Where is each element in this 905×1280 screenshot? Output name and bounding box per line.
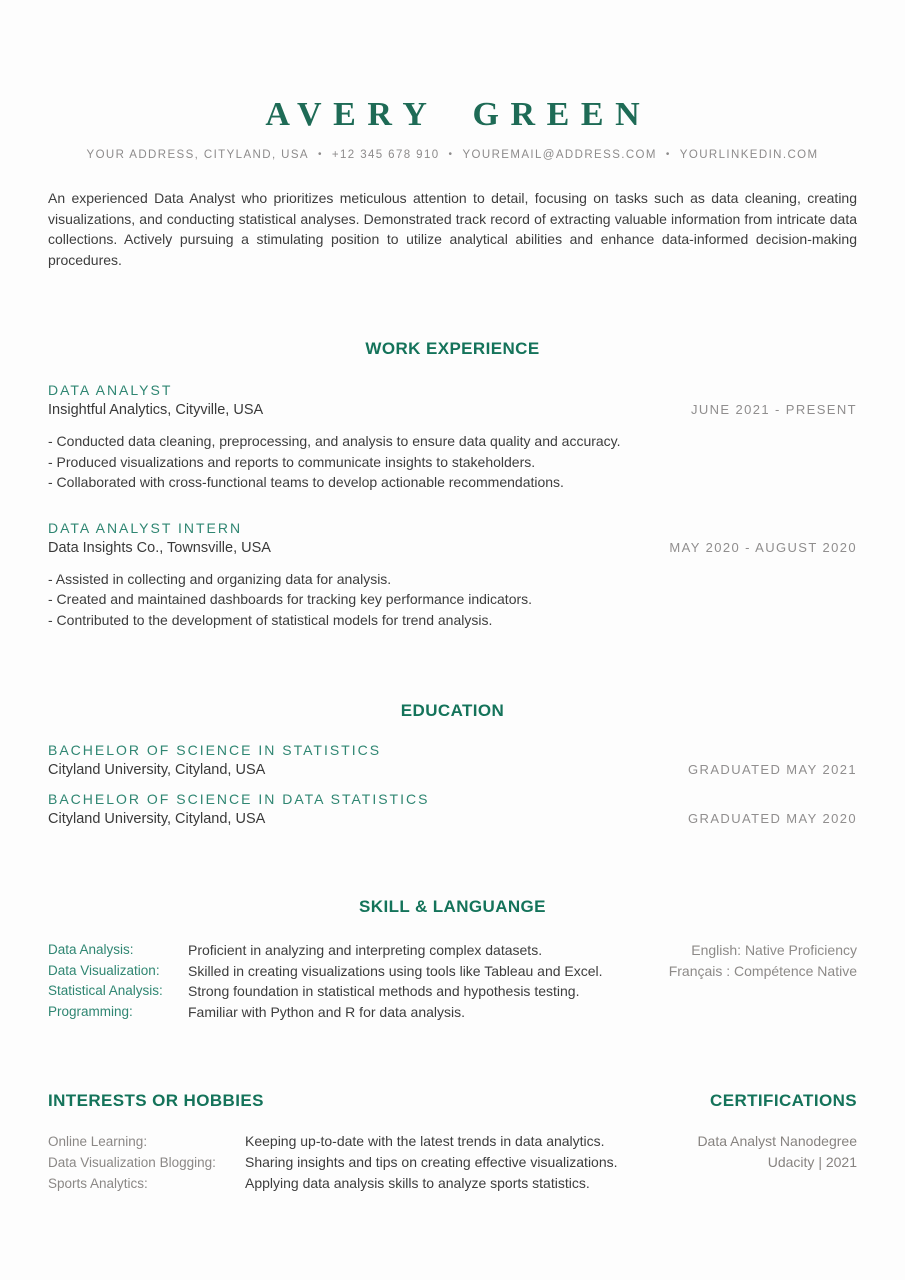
job-bullet: - Created and maintained dashboards for tracking key performance indicators. bbox=[48, 591, 533, 607]
skills-language-section bbox=[48, 897, 857, 1022]
professional-summary: An experienced Data Analyst who prioritizes meticulous attention to detail, focusing on tasks such as data cleaning, creating visualizations, and conducting statistical analyses. Demonstrated track record of extracting valuable information from intricate data collections. Actively pursuing a stimulating position to utilize analytical abilities and enhance data-informed decision-making procedures. bbox=[48, 190, 857, 268]
contact-linkedin: YOURLINKEDIN.COM bbox=[679, 149, 819, 161]
interest-row bbox=[48, 1173, 697, 1194]
degree-school: Cityland University, Cityland, USA bbox=[48, 811, 266, 827]
skill-label: Programming: bbox=[48, 1003, 133, 1019]
language-item: English: Native Proficiency bbox=[691, 942, 857, 958]
degree-title: BACHELOR OF SCIENCE IN DATA STATISTICS bbox=[48, 791, 430, 807]
skill-description: Familiar with Python and R for data analysis. bbox=[188, 1003, 466, 1020]
languages-list bbox=[669, 940, 857, 1022]
job-dates: MAY 2020 - AUGUST 2020 bbox=[669, 539, 857, 555]
skill-label: Data Visualization: bbox=[48, 962, 160, 978]
bullet-separator-icon: • bbox=[448, 149, 454, 160]
job-bullet: - Assisted in collecting and organizing data for analysis. bbox=[48, 570, 392, 587]
skill-row bbox=[48, 1002, 669, 1023]
certification-item: Udacity | 2021 bbox=[767, 1153, 857, 1170]
interest-description: Applying data analysis skills to analyze sports statistics. bbox=[245, 1175, 590, 1191]
job-company: Data Insights Co., Townsville, USA bbox=[48, 539, 271, 556]
skill-description: Proficient in analyzing and interpreting complex datasets. bbox=[188, 942, 543, 958]
degree-school: Cityland University, Cityland, USA bbox=[48, 762, 266, 778]
work-experience-section bbox=[48, 339, 857, 630]
certifications-column bbox=[697, 1091, 857, 1194]
interest-label: Sports Analytics: bbox=[48, 1176, 148, 1191]
candidate-name: AVERY GREEN bbox=[265, 96, 652, 133]
skills-list bbox=[48, 940, 669, 1022]
job-bullet: - Produced visualizations and reports to communicate insights to stakeholders. bbox=[48, 453, 536, 470]
bullet-separator-icon: • bbox=[317, 149, 323, 160]
degree-entry bbox=[48, 742, 857, 778]
bullet-separator-icon: • bbox=[665, 149, 671, 160]
interest-row bbox=[48, 1152, 697, 1173]
job-company: Insightful Analytics, Cityville, USA bbox=[48, 402, 264, 418]
skills-language-heading: SKILL & LANGUANGE bbox=[359, 897, 546, 916]
certifications-heading: CERTIFICATIONS bbox=[710, 1091, 857, 1110]
skill-row bbox=[48, 961, 669, 982]
interest-row bbox=[48, 1131, 697, 1152]
skill-label: Statistical Analysis: bbox=[48, 983, 163, 998]
job-bullet: - Conducted data cleaning, preprocessing, and analysis to ensure data quality and accuracy. bbox=[48, 433, 621, 449]
skill-label: Data Analysis: bbox=[48, 942, 134, 957]
skill-description: Strong foundation in statistical methods and hypothesis testing. bbox=[188, 983, 580, 999]
skill-row bbox=[48, 981, 669, 1002]
interests-heading: INTERESTS OR HOBBIES bbox=[48, 1091, 264, 1110]
education-section bbox=[48, 701, 857, 827]
degree-title: BACHELOR OF SCIENCE IN STATISTICS bbox=[48, 742, 382, 758]
work-experience-heading: WORK EXPERIENCE bbox=[365, 339, 540, 358]
certification-item: Data Analyst Nanodegree bbox=[697, 1133, 857, 1149]
contact-address: YOUR ADDRESS, CITYLAND, USA bbox=[86, 149, 309, 161]
degree-date: GRADUATED MAY 2021 bbox=[688, 762, 857, 777]
language-item: Français : Compétence Native bbox=[668, 962, 857, 979]
job-entry bbox=[48, 520, 857, 631]
job-bullet: - Contributed to the development of statistical models for trend analysis. bbox=[48, 611, 493, 628]
job-entry bbox=[48, 382, 857, 493]
contact-phone: +12 345 678 910 bbox=[331, 149, 440, 161]
contact-email: YOUREMAIL@ADDRESS.COM bbox=[462, 149, 657, 161]
job-bullets bbox=[48, 569, 857, 631]
skills-language-columns bbox=[48, 940, 857, 1022]
interest-label: Data Visualization Blogging: bbox=[48, 1155, 216, 1170]
degree-meta-row bbox=[48, 811, 857, 827]
skill-description: Skilled in creating visualizations using tools like Tableau and Excel. bbox=[188, 962, 603, 979]
skill-row bbox=[48, 940, 669, 961]
interest-description: Sharing insights and tips on creating effective visualizations. bbox=[245, 1154, 618, 1170]
interest-description: Keeping up-to-date with the latest trends in data analytics. bbox=[245, 1133, 605, 1149]
degree-meta-row bbox=[48, 762, 857, 778]
job-title: DATA ANALYST bbox=[48, 382, 173, 398]
interests-column bbox=[48, 1091, 697, 1194]
contact-line bbox=[48, 149, 857, 161]
job-title: DATA ANALYST INTERN bbox=[48, 519, 243, 536]
degree-date: GRADUATED MAY 2020 bbox=[688, 811, 857, 826]
degree-entry bbox=[48, 791, 857, 827]
job-dates: JUNE 2021 - PRESENT bbox=[690, 402, 857, 417]
job-bullets bbox=[48, 431, 857, 493]
education-heading: EDUCATION bbox=[400, 701, 505, 720]
job-bullet: - Collaborated with cross-functional teams to develop actionable recommendations. bbox=[48, 474, 564, 490]
job-meta-row bbox=[48, 402, 857, 418]
interest-label: Online Learning: bbox=[48, 1134, 148, 1149]
job-meta-row bbox=[48, 540, 857, 556]
interests-certifications-section bbox=[48, 1091, 857, 1194]
